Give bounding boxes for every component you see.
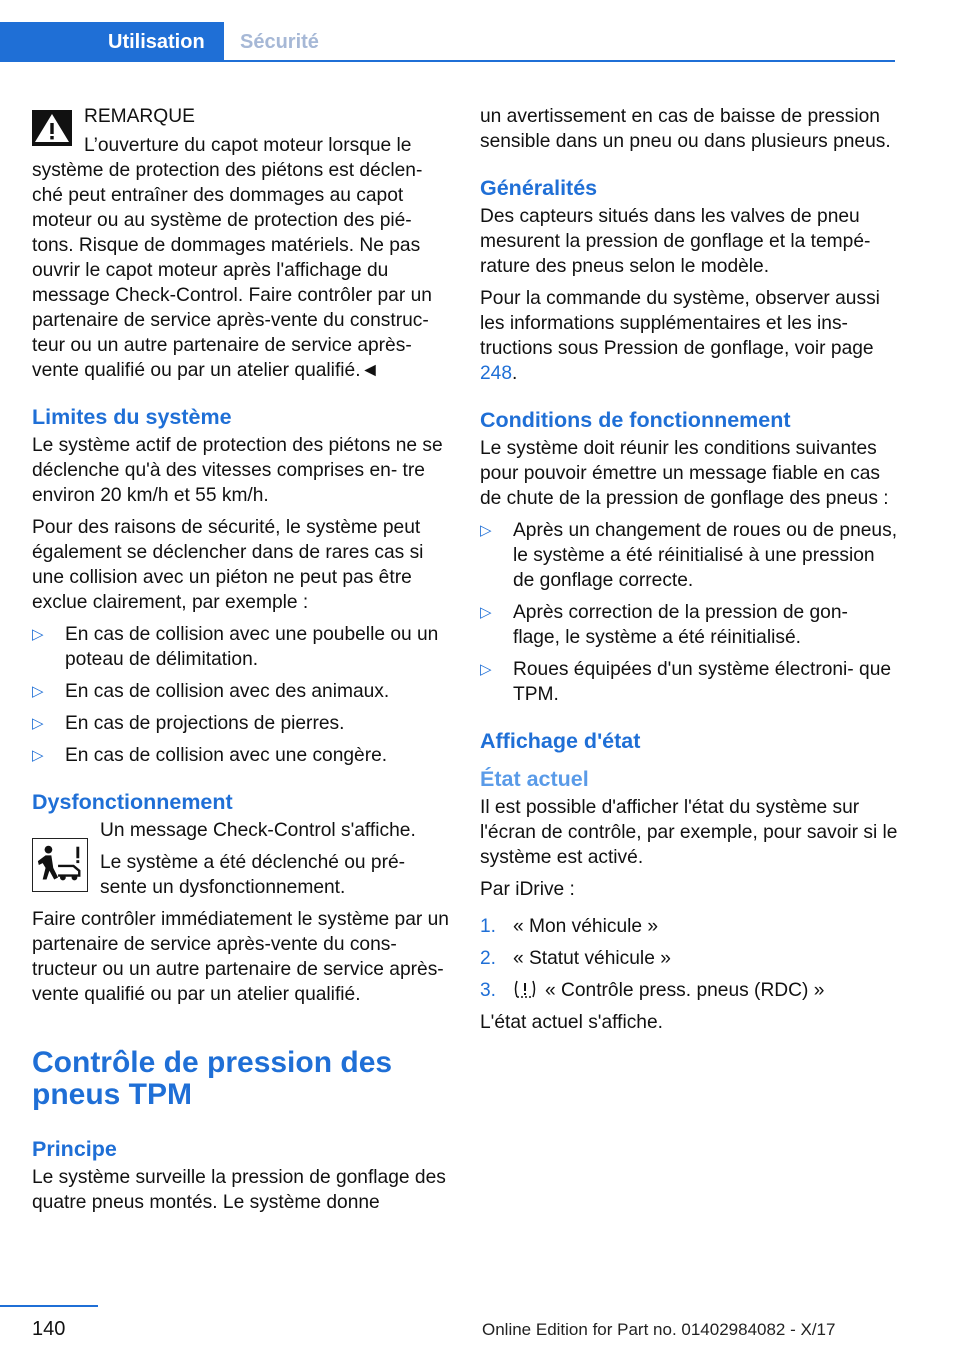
list-item: ▷ En cas de collision avec une poubelle ou un poteau de délimitation.	[32, 624, 439, 670]
edition-text: Online Edition for Part no. 01402984082 - X/17	[482, 1320, 836, 1339]
limits-paragraph-1: Le système actif de protection des piétons ne se déclenche qu'à des vitesses comprises en‐ tre environ 20 km/h et 55 km/h.	[32, 435, 443, 506]
warning-block	[32, 104, 452, 383]
malfunction-symbol-block	[32, 818, 452, 900]
status-heading: Affichage d'état	[480, 729, 641, 753]
list-item: 3. « Contrôle press. pneus (RDC) »	[480, 980, 825, 1001]
tire-pressure-icon	[513, 979, 537, 999]
malfunction-paragraph-3: Faire contrôler immédiatement le système par un partenaire de service après-vente du cons‐ tructeur ou un autre partenaire de service après-vente qualifié ou par un atelier qualifié.	[32, 909, 449, 1005]
limits-paragraph-2: Pour des raisons de sécurité, le système peut également se déclencher dans de rares cas si une collision avec un piéton ne peut pas être exclue clairement, par exemple :	[32, 517, 424, 613]
conditions-paragraph: Le système doit réunir les conditions suivantes pour pouvoir émettre un message fiable en cas de chute de la pression de gonflage des pneus :	[480, 438, 889, 509]
triangle-bullet-icon: ▷	[480, 522, 492, 539]
left-column	[32, 104, 452, 1222]
general-paragraph-2: Pour la commande du système, observer aussi les informations supplémentaires et les ins‐ tructions sous Pression de gonflage, voir page 248.	[480, 288, 880, 384]
list-item: ▷ Après correction de la pression de gon‐ flage, le système a été réinitialisé.	[480, 602, 848, 648]
list-item: ▷ En cas de collision avec une congère.	[32, 745, 388, 766]
idrive-steps	[480, 914, 900, 1003]
header-divider	[0, 60, 895, 62]
page-link[interactable]: 248	[480, 363, 513, 384]
tpm-heading: Contrôle de pression des pneus TPM	[32, 1046, 393, 1111]
list-item: 1. « Mon véhicule »	[480, 916, 659, 937]
warning-icon	[32, 110, 72, 146]
list-item: 2. « Statut véhicule »	[480, 948, 671, 969]
conditions-list	[480, 518, 900, 707]
list-item: ▷ En cas de projections de pierres.	[32, 713, 345, 734]
page-number: 140	[32, 1318, 66, 1340]
general-heading: Généralités	[480, 176, 598, 200]
malfunction-paragraph-1: Un message Check-Control s'affiche.	[100, 820, 416, 841]
tab-utilisation[interactable]: Utilisation	[0, 22, 224, 62]
principle-heading: Principe	[32, 1137, 117, 1161]
current-paragraph-1: Il est possible d'afficher l'état du système sur l'écran de contrôle, par exemple, pour savoir si le système est activé.	[480, 797, 898, 868]
triangle-bullet-icon: ▷	[480, 604, 492, 621]
malfunction-paragraph-2: Le système a été déclenché ou pré‐ sente un dysfonctionnement.	[100, 852, 406, 898]
footer-divider	[0, 1305, 98, 1307]
malfunction-heading: Dysfonctionnement	[32, 790, 233, 814]
triangle-bullet-icon: ▷	[480, 661, 492, 678]
list-item: ▷ Roues équipées d'un système électroni‐ que TPM.	[480, 659, 892, 705]
current-status-heading: État actuel	[480, 767, 589, 791]
triangle-bullet-icon: ▷	[32, 747, 44, 764]
current-paragraph-2: Par iDrive :	[480, 879, 575, 900]
current-paragraph-3: L'état actuel s'affiche.	[480, 1012, 663, 1033]
general-paragraph-1: Des capteurs situés dans les valves de pneu mesurent la pression de gonflage et la tempé‐ rature des pneus selon le modèle.	[480, 206, 871, 277]
pedestrian-protection-icon	[32, 838, 88, 892]
right-column	[480, 104, 900, 1042]
list-item: ▷ Après un changement de roues ou de pneus, le système a été réinitialisé à une pression de gonflage correcte.	[480, 520, 898, 591]
triangle-bullet-icon: ▷	[32, 715, 44, 732]
header	[0, 0, 960, 64]
warning-title: REMARQUE	[84, 106, 195, 127]
triangle-bullet-icon: ▷	[32, 683, 44, 700]
limits-heading: Limites du système	[32, 405, 232, 429]
triangle-bullet-icon: ▷	[32, 626, 44, 643]
list-item: ▷ En cas de collision avec des animaux.	[32, 681, 390, 702]
limits-list	[32, 622, 452, 768]
conditions-heading: Conditions de fonctionnement	[480, 408, 791, 432]
continuation-paragraph: un avertissement en cas de baisse de pression sensible dans un pneu ou dans plusieurs pneus.	[480, 106, 891, 152]
principle-paragraph: Le système surveille la pression de gonflage des quatre pneus montés. Le système donne	[32, 1167, 446, 1213]
tab-securite[interactable]: Sécurité	[240, 31, 319, 53]
warning-text: L’ouverture du capot moteur lorsque le système de protection des piétons est déclen‐ ché peut entraîner des dommages au capot moteur ou au système de protection des pié‐ tons. Risque de dommages matériels. Ne pas ouvrir le capot moteur après l'affichage du message Check-Control. Faire contrôler par un partenaire de service après-vente du construc‐ teur ou un autre partenaire de service après- vente qualifié ou par un atelier qualifié.◄	[32, 135, 432, 381]
